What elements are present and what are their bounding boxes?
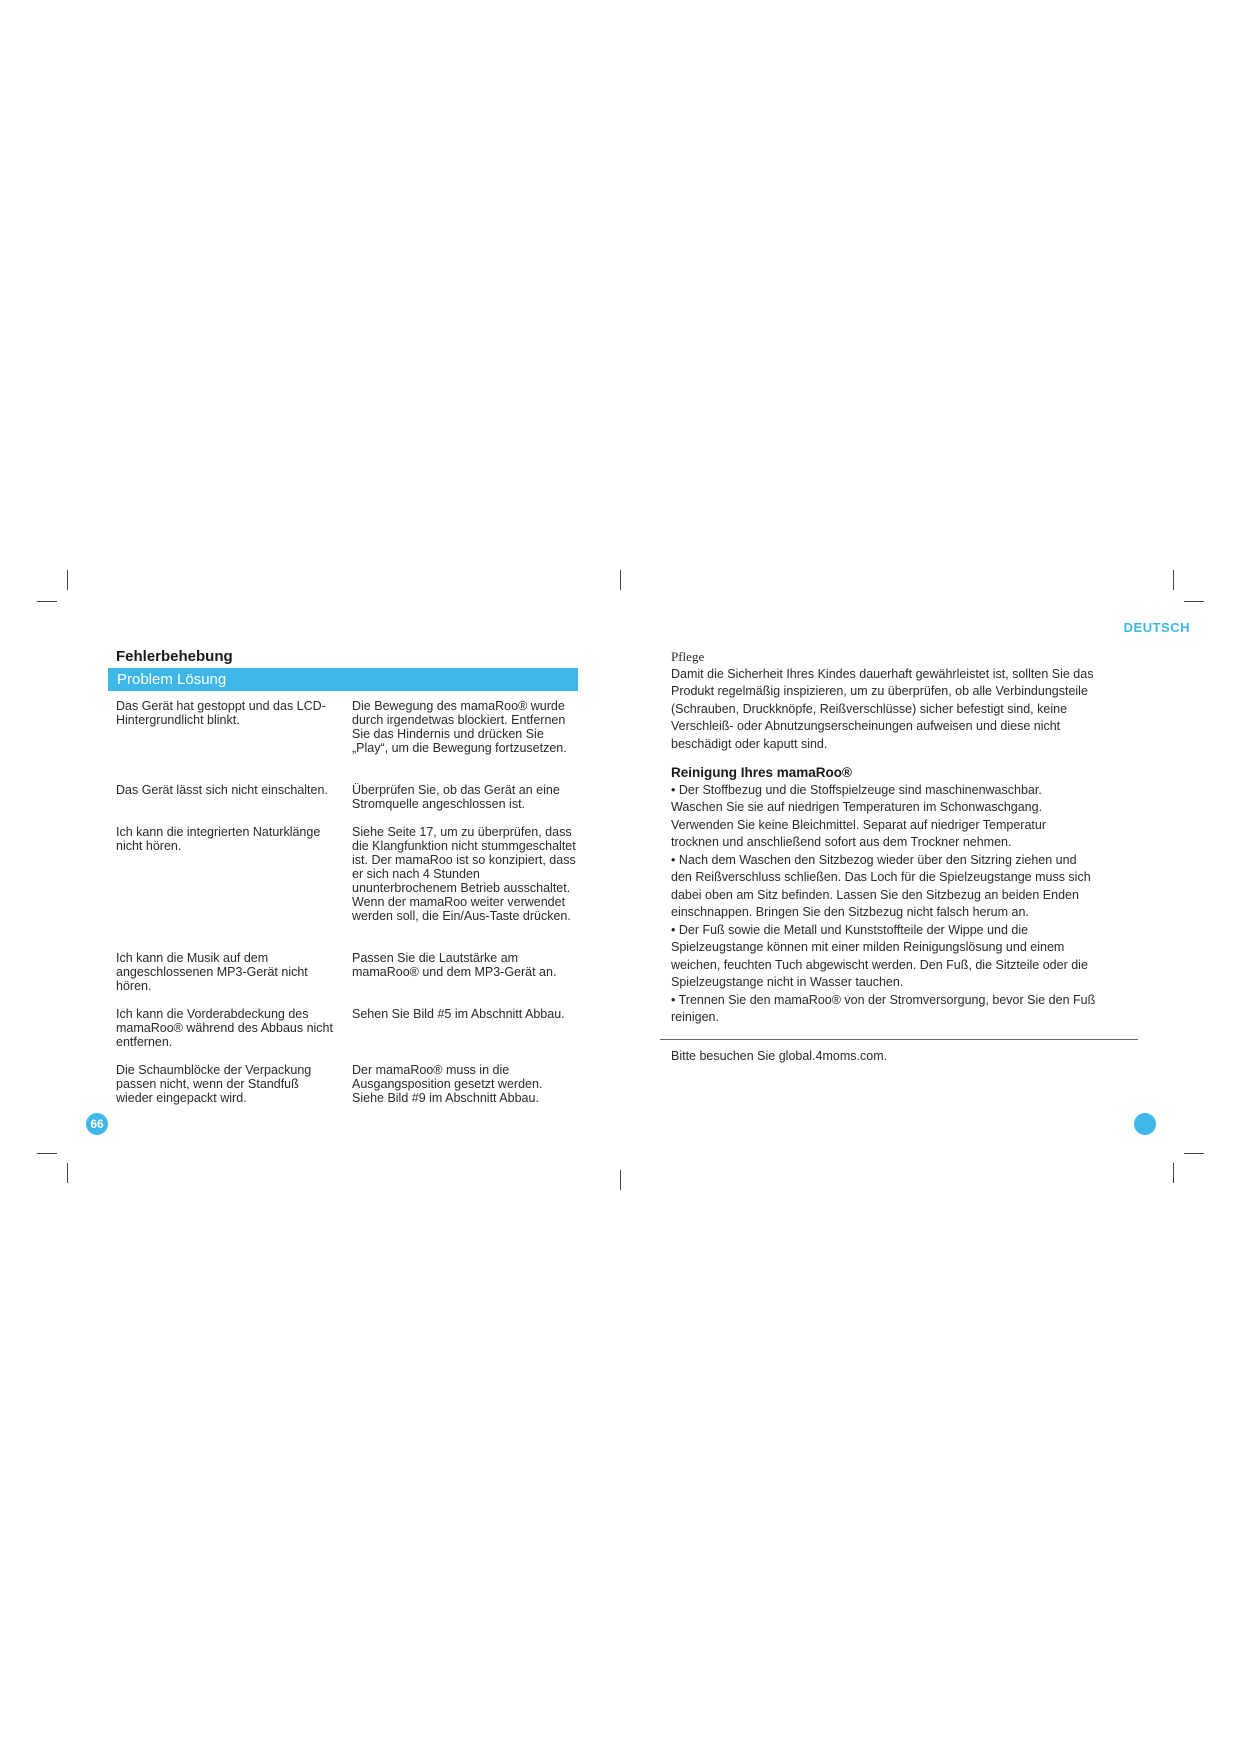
solution-cell: Sehen Sie Bild #5 im Abschnitt Abbau. <box>352 1007 565 1021</box>
problem-cell: Die Schaumblöcke der Verpackung passen nicht, wenn der Standfuß wieder eingepackt wird. <box>116 1063 312 1105</box>
cleaning-line: einschnappen. Bringen Sie den Sitzbezug nicht falsch herum an. <box>671 905 1029 919</box>
solution-cell: Überprüfen Sie, ob das Gerät an eine Stromquelle angeschlossen ist. <box>352 783 560 811</box>
cleaning-line: weichen, feuchten Tuch abgewischt werden. Den Fuß, die Sitzteile oder die <box>671 957 1088 972</box>
cleaning-line: Spielzeugstange nicht in Wasser tauchen. <box>671 975 904 989</box>
cleaning-line: reinigen. <box>671 1010 719 1024</box>
page-number: 66 <box>86 1113 108 1135</box>
crop-mark <box>67 570 68 590</box>
problem-cell: Das Gerät hat gestoppt und das LCD-Hintergrundlicht blinkt. <box>116 699 326 727</box>
crop-mark <box>1173 570 1174 590</box>
cleaning-line: • Nach dem Waschen den Sitzbezog wieder über den Sitzring ziehen und <box>671 852 1077 867</box>
cleaning-line: dabei oben am Sitz befinden. Lassen Sie den Sitzbezug an beiden Enden <box>671 887 1079 902</box>
crop-mark <box>1184 1153 1204 1154</box>
crop-mark <box>67 1163 68 1183</box>
cleaning-line: Waschen Sie sie auf niedrigen Temperaturen im Schonwaschgang. <box>671 800 1043 814</box>
divider <box>660 1039 1138 1040</box>
problem-cell: Das Gerät lässt sich nicht einschalten. <box>116 783 328 797</box>
cleaning-line: • Trennen Sie den mamaRoo® von der Stromversorgung, bevor Sie den Fuß <box>671 992 1096 1007</box>
solution-cell: Passen Sie die Lautstärke am mamaRoo® und dem MP3-Gerät an. <box>352 951 557 979</box>
crop-mark <box>620 1170 621 1190</box>
problem-cell: Ich kann die Vorderabdeckung des mamaRoo® während des Abbaus nicht entfernen. <box>116 1007 333 1049</box>
troubleshooting-heading: Fehlerbehebung <box>116 648 233 665</box>
page-marker-dot <box>1134 1113 1156 1135</box>
cleaning-line: Spielzeugstange können mit einer milden Reinigungslösung und einem <box>671 940 1065 954</box>
solution-cell: Siehe Seite 17, um zu überprüfen, dass die Klangfunktion nicht stummgeschaltet ist. Der mamaRoo ist so konzipiert, dass er sich nach 4 Stunden ununterbrochenem Betrieb ausschaltet. Wenn der mamaRoo weiter verwendet werden soll, die Ein/Aus-Taste drücken. <box>352 825 576 923</box>
table-header: Problem Lösung <box>108 668 578 691</box>
cleaning-line: • Der Fuß sowie die Metall und Kunststoffteile der Wippe und die <box>671 922 1029 937</box>
cleaning-line: den Reißverschluss schließen. Das Loch für die Spielzeugstange muss sich <box>671 870 1091 884</box>
language-label: DEUTSCH <box>1123 620 1190 635</box>
crop-mark <box>37 1153 57 1154</box>
care-text: Damit die Sicherheit Ihres Kindes dauerhaft gewährleistet ist, sollten Sie das Produkt regelmäßig inspizieren, um zu überprüfen, ob alle Verbindungsteile (Schrauben, Druckknöpfe, Reißverschlüsse) sicher befestigt sind, keine Verschleiß- oder Abnutzungserscheinungen aufweisen und diese nicht beschädigt oder kaputt sind. <box>671 666 1094 751</box>
problem-cell: Ich kann die Musik auf dem angeschlossenen MP3-Gerät nicht hören. <box>116 951 308 993</box>
crop-mark <box>1184 601 1204 602</box>
solution-cell: Der mamaRoo® muss in die Ausgangsposition gesetzt werden. Siehe Bild #9 im Abschnitt Abbau. <box>352 1063 543 1105</box>
crop-mark <box>620 570 621 590</box>
crop-mark <box>1173 1163 1174 1183</box>
cleaning-line: Verwenden Sie keine Bleichmittel. Separat auf niedriger Temperatur <box>671 817 1046 832</box>
website-note: Bitte besuchen Sie global.4moms.com. <box>671 1049 888 1063</box>
cleaning-line: • Der Stoffbezug und die Stoffspielzeuge sind maschinenwaschbar. <box>671 782 1042 797</box>
cleaning-heading: Reinigung Ihres mamaRoo® <box>671 765 852 780</box>
crop-mark <box>37 601 57 602</box>
cleaning-line: trocknen und anschließend sofort aus dem Trockner nehmen. <box>671 835 1012 849</box>
problem-cell: Ich kann die integrierten Naturklänge nicht hören. <box>116 825 321 853</box>
care-section <box>671 648 1121 1027</box>
care-heading: Pflege <box>671 649 705 664</box>
solution-cell: Die Bewegung des mamaRoo® wurde durch irgendetwas blockiert. Entfernen Sie das Hindernis und drücken Sie „Play“, um die Bewegung fortzusetzen. <box>352 699 567 755</box>
